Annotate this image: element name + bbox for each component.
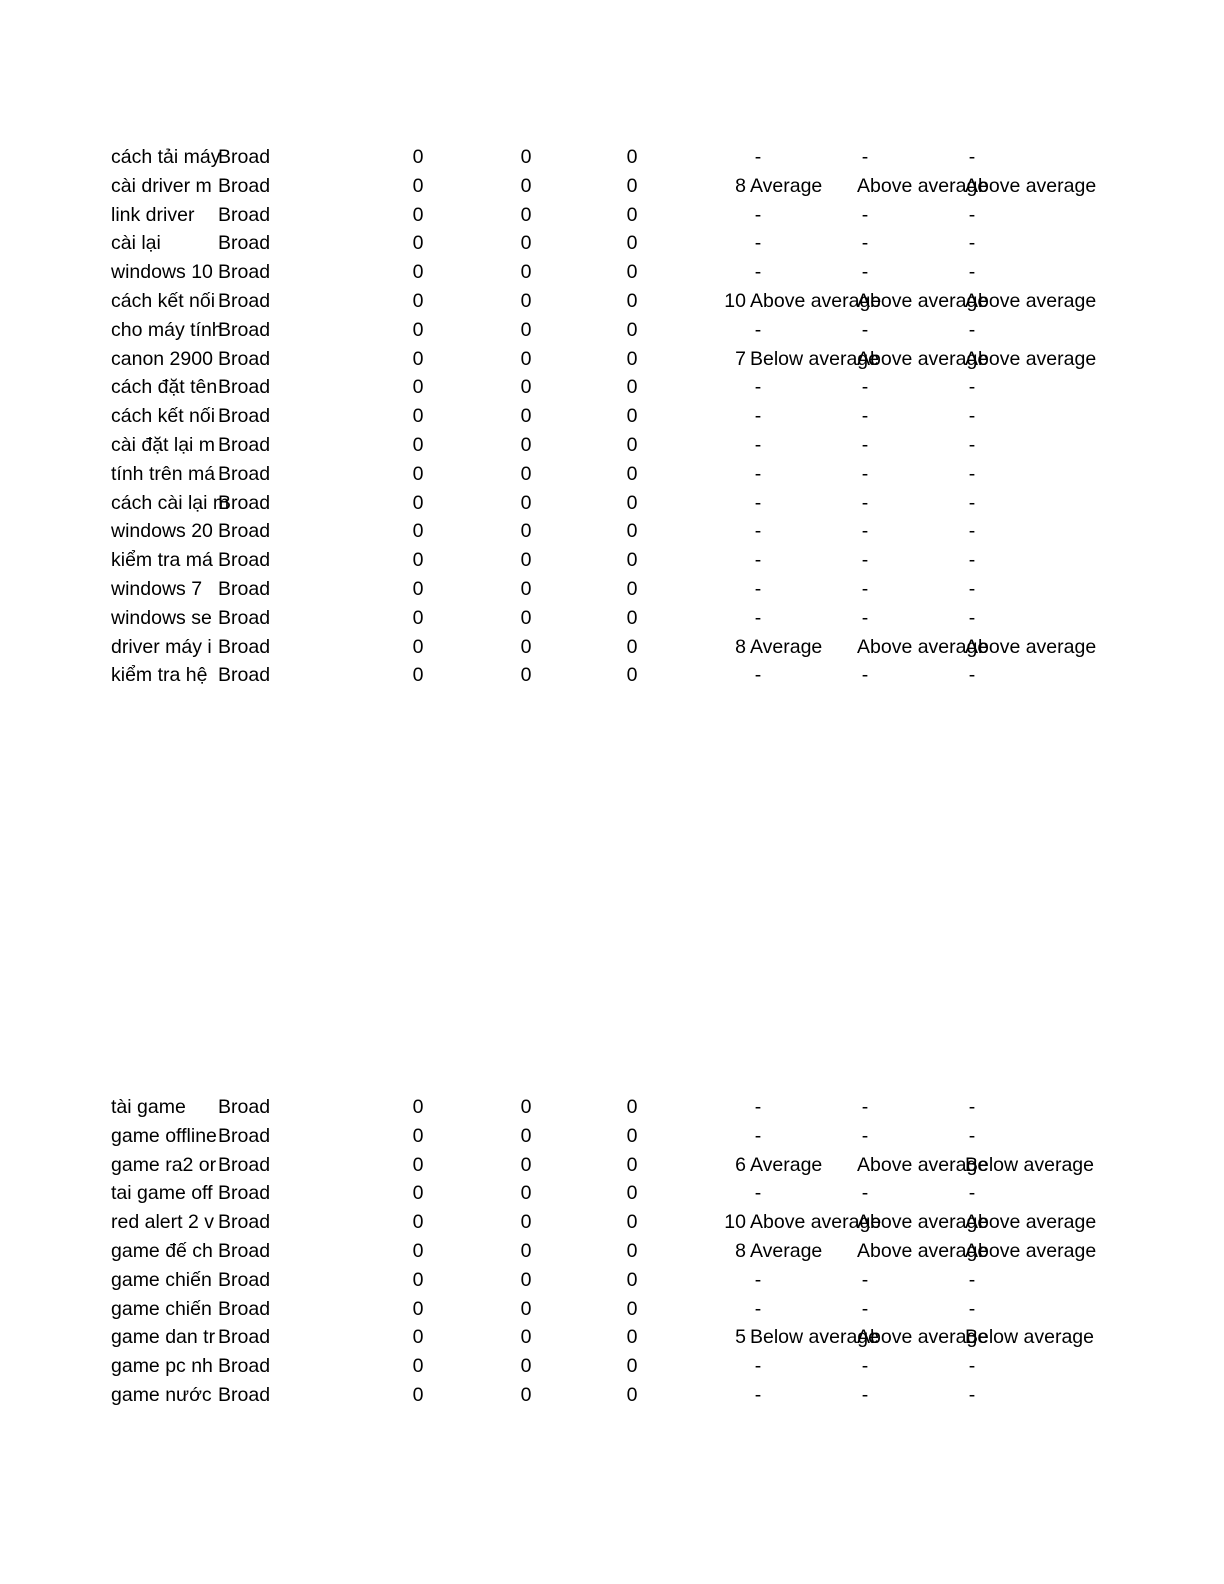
competition-score-cell: 10	[724, 1211, 746, 1234]
value-cell-1: 0	[412, 664, 424, 687]
match-type-cell: Broad	[218, 1239, 271, 1262]
value-cell-1: 0	[412, 376, 424, 399]
value-cell-2: 0	[520, 232, 532, 255]
value-cell-1: 0	[412, 520, 424, 543]
popularity-cell: Above average	[857, 347, 989, 370]
table-row	[0, 575, 1224, 604]
secondary-rating-cell: -	[968, 606, 976, 629]
value-cell-1: 0	[412, 289, 424, 312]
value-cell-3: 0	[626, 174, 638, 197]
secondary-rating-cell: -	[968, 664, 976, 687]
table-row	[0, 604, 1224, 633]
competition-label-cell: -	[754, 261, 762, 284]
competition-label-cell: -	[754, 1383, 762, 1406]
match-type-cell: Broad	[218, 491, 271, 514]
match-type-cell: Broad	[218, 289, 271, 312]
value-cell-1: 0	[412, 462, 424, 485]
keyword-table-section-2	[0, 1093, 1224, 1410]
value-cell-1: 0	[412, 146, 424, 168]
popularity-cell: -	[861, 1124, 869, 1147]
secondary-rating-cell: -	[968, 462, 976, 485]
value-cell-1: 0	[412, 1211, 424, 1234]
match-type-cell: Broad	[218, 1211, 271, 1234]
keyword-table-section-1	[0, 143, 1224, 690]
value-cell-3: 0	[626, 1383, 638, 1406]
value-cell-3: 0	[626, 289, 638, 312]
popularity-cell: -	[861, 577, 869, 600]
value-cell-2: 0	[520, 347, 532, 370]
popularity-cell: -	[861, 606, 869, 629]
match-type-cell: Broad	[218, 577, 271, 600]
popularity-cell: Above average	[857, 289, 989, 312]
keyword-cell: tài game	[111, 1096, 186, 1118]
match-type-cell: Broad	[218, 146, 271, 168]
keyword-cell: tính trên má	[111, 462, 216, 485]
table-row	[0, 345, 1224, 374]
match-type-cell: Broad	[218, 1355, 271, 1378]
secondary-rating-cell: -	[968, 1383, 976, 1406]
keyword-cell: driver máy i	[111, 635, 212, 658]
competition-label-cell: Average	[750, 635, 823, 658]
match-type-cell: Broad	[218, 433, 271, 456]
keyword-cell: cho máy tính	[111, 318, 223, 341]
table-row	[0, 546, 1224, 575]
keyword-cell: cài driver m	[111, 174, 212, 197]
value-cell-3: 0	[626, 491, 638, 514]
secondary-rating-cell: Above average	[965, 635, 1097, 658]
match-type-cell: Broad	[218, 405, 271, 428]
table-row	[0, 633, 1224, 662]
competition-label-cell: Average	[750, 1239, 823, 1262]
secondary-rating-cell: -	[968, 1182, 976, 1205]
keyword-cell: windows se	[111, 606, 212, 629]
secondary-rating-cell: -	[968, 1268, 976, 1291]
value-cell-3: 0	[626, 1153, 638, 1176]
popularity-cell: Above average	[857, 1326, 989, 1349]
value-cell-2: 0	[520, 318, 532, 341]
value-cell-1: 0	[412, 232, 424, 255]
secondary-rating-cell: -	[968, 520, 976, 543]
value-cell-1: 0	[412, 261, 424, 284]
secondary-rating-cell: -	[968, 146, 976, 168]
competition-score-cell: 8	[735, 174, 746, 197]
table-row	[0, 489, 1224, 518]
match-type-cell: Broad	[218, 1268, 271, 1291]
value-cell-2: 0	[520, 289, 532, 312]
value-cell-3: 0	[626, 577, 638, 600]
competition-label-cell: -	[754, 1124, 762, 1147]
value-cell-2: 0	[520, 174, 532, 197]
popularity-cell: -	[861, 203, 869, 226]
keyword-cell: game chiến	[111, 1297, 212, 1320]
value-cell-3: 0	[626, 433, 638, 456]
match-type-cell: Broad	[218, 664, 271, 687]
match-type-cell: Broad	[218, 347, 271, 370]
value-cell-2: 0	[520, 635, 532, 658]
value-cell-1: 0	[412, 174, 424, 197]
secondary-rating-cell: -	[968, 405, 976, 428]
value-cell-1: 0	[412, 1124, 424, 1147]
table-row	[0, 1237, 1224, 1266]
competition-label-cell: Average	[750, 174, 823, 197]
value-cell-3: 0	[626, 405, 638, 428]
secondary-rating-cell: -	[968, 376, 976, 399]
competition-label-cell: -	[754, 664, 762, 687]
value-cell-3: 0	[626, 1182, 638, 1205]
table-row	[0, 1323, 1224, 1352]
competition-label-cell: -	[754, 203, 762, 226]
value-cell-3: 0	[626, 232, 638, 255]
competition-score-cell: 10	[724, 289, 746, 312]
value-cell-1: 0	[412, 606, 424, 629]
match-type-cell: Broad	[218, 1182, 271, 1205]
competition-label-cell: -	[754, 577, 762, 600]
competition-label-cell: -	[754, 462, 762, 485]
secondary-rating-cell: -	[968, 318, 976, 341]
match-type-cell: Broad	[218, 318, 271, 341]
table-row	[0, 460, 1224, 489]
table-row	[0, 373, 1224, 402]
value-cell-2: 0	[520, 1211, 532, 1234]
value-cell-2: 0	[520, 1355, 532, 1378]
value-cell-2: 0	[520, 520, 532, 543]
competition-label-cell: -	[754, 520, 762, 543]
competition-label-cell: -	[754, 1355, 762, 1378]
value-cell-2: 0	[520, 1383, 532, 1406]
competition-score-cell: 8	[735, 635, 746, 658]
value-cell-3: 0	[626, 1297, 638, 1320]
competition-score-cell: 7	[735, 347, 746, 370]
value-cell-3: 0	[626, 1211, 638, 1234]
value-cell-2: 0	[520, 1124, 532, 1147]
competition-label-cell: Below average	[750, 347, 879, 370]
keyword-cell: game ra2 or	[111, 1153, 217, 1176]
value-cell-3: 0	[626, 376, 638, 399]
value-cell-2: 0	[520, 549, 532, 572]
value-cell-3: 0	[626, 520, 638, 543]
keyword-cell: kiểm tra hệ	[111, 664, 208, 687]
value-cell-3: 0	[626, 1096, 638, 1118]
value-cell-3: 0	[626, 318, 638, 341]
table-row	[0, 1093, 1224, 1122]
value-cell-2: 0	[520, 1096, 532, 1118]
secondary-rating-cell: -	[968, 1297, 976, 1320]
value-cell-3: 0	[626, 1124, 638, 1147]
value-cell-3: 0	[626, 347, 638, 370]
secondary-rating-cell: -	[968, 549, 976, 572]
competition-score-cell: 5	[735, 1326, 746, 1349]
keyword-cell: game pc nh	[111, 1355, 213, 1378]
value-cell-1: 0	[412, 491, 424, 514]
match-type-cell: Broad	[218, 635, 271, 658]
keyword-cell: game offline	[111, 1124, 217, 1147]
keyword-cell: link driver	[111, 203, 195, 226]
value-cell-1: 0	[412, 433, 424, 456]
secondary-rating-cell: -	[968, 261, 976, 284]
table-row	[0, 1266, 1224, 1295]
value-cell-3: 0	[626, 1355, 638, 1378]
value-cell-2: 0	[520, 1153, 532, 1176]
table-row	[0, 1352, 1224, 1381]
table-row	[0, 201, 1224, 230]
table-row	[0, 402, 1224, 431]
value-cell-2: 0	[520, 433, 532, 456]
keyword-cell: game đế ch	[111, 1239, 213, 1262]
table-row	[0, 258, 1224, 287]
value-cell-2: 0	[520, 261, 532, 284]
match-type-cell: Broad	[218, 1383, 271, 1406]
competition-label-cell: -	[754, 1182, 762, 1205]
value-cell-1: 0	[412, 1383, 424, 1406]
value-cell-1: 0	[412, 1326, 424, 1349]
value-cell-1: 0	[412, 1153, 424, 1176]
value-cell-1: 0	[412, 1297, 424, 1320]
value-cell-1: 0	[412, 635, 424, 658]
value-cell-2: 0	[520, 1268, 532, 1291]
competition-label-cell: -	[754, 549, 762, 572]
value-cell-2: 0	[520, 664, 532, 687]
table-row	[0, 431, 1224, 460]
popularity-cell: Above average	[857, 1153, 989, 1176]
value-cell-3: 0	[626, 549, 638, 572]
secondary-rating-cell: -	[968, 1096, 976, 1118]
competition-label-cell: Below average	[750, 1326, 879, 1349]
value-cell-2: 0	[520, 146, 532, 168]
competition-label-cell: -	[754, 1268, 762, 1291]
keyword-cell: cách kết nối	[111, 405, 216, 428]
match-type-cell: Broad	[218, 232, 271, 255]
table-row	[0, 1122, 1224, 1151]
match-type-cell: Broad	[218, 1096, 271, 1118]
popularity-cell: -	[861, 549, 869, 572]
table-row	[0, 1179, 1224, 1208]
popularity-cell: -	[861, 664, 869, 687]
value-cell-3: 0	[626, 261, 638, 284]
competition-label-cell: -	[754, 318, 762, 341]
keyword-cell: windows 20	[111, 520, 213, 543]
competition-label-cell: Average	[750, 1153, 823, 1176]
value-cell-1: 0	[412, 405, 424, 428]
keyword-cell: game nước	[111, 1383, 212, 1406]
table-row	[0, 1208, 1224, 1237]
competition-score-cell: 8	[735, 1239, 746, 1262]
value-cell-3: 0	[626, 635, 638, 658]
secondary-rating-cell: Above average	[965, 289, 1097, 312]
keyword-cell: kiểm tra má	[111, 549, 213, 572]
match-type-cell: Broad	[218, 1153, 271, 1176]
match-type-cell: Broad	[218, 174, 271, 197]
value-cell-1: 0	[412, 577, 424, 600]
match-type-cell: Broad	[218, 261, 271, 284]
value-cell-1: 0	[412, 347, 424, 370]
secondary-rating-cell: -	[968, 203, 976, 226]
value-cell-2: 0	[520, 1326, 532, 1349]
popularity-cell: -	[861, 462, 869, 485]
match-type-cell: Broad	[218, 203, 271, 226]
keyword-cell: cài lại	[111, 232, 161, 255]
value-cell-1: 0	[412, 318, 424, 341]
competition-label-cell: -	[754, 376, 762, 399]
secondary-rating-cell: Above average	[965, 347, 1097, 370]
keyword-cell: tai game off	[111, 1182, 213, 1205]
competition-score-cell: 6	[735, 1153, 746, 1176]
popularity-cell: -	[861, 376, 869, 399]
value-cell-1: 0	[412, 1355, 424, 1378]
value-cell-2: 0	[520, 577, 532, 600]
match-type-cell: Broad	[218, 520, 271, 543]
value-cell-3: 0	[626, 462, 638, 485]
popularity-cell: -	[861, 1383, 869, 1406]
popularity-cell: -	[861, 232, 869, 255]
popularity-cell: -	[861, 520, 869, 543]
value-cell-2: 0	[520, 491, 532, 514]
value-cell-2: 0	[520, 1239, 532, 1262]
competition-label-cell: -	[754, 491, 762, 514]
table-row	[0, 316, 1224, 345]
popularity-cell: -	[861, 146, 869, 168]
match-type-cell: Broad	[218, 606, 271, 629]
popularity-cell: -	[861, 433, 869, 456]
popularity-cell: -	[861, 1096, 869, 1118]
keyword-cell: cài đặt lại m	[111, 433, 216, 456]
popularity-cell: -	[861, 1355, 869, 1378]
secondary-rating-cell: Below average	[965, 1326, 1094, 1349]
keyword-cell: red alert 2 v	[111, 1211, 214, 1234]
competition-label-cell: -	[754, 1297, 762, 1320]
popularity-cell: -	[861, 1182, 869, 1205]
table-row	[0, 143, 1224, 172]
table-row	[0, 1381, 1224, 1410]
value-cell-2: 0	[520, 1182, 532, 1205]
table-row	[0, 661, 1224, 690]
table-row	[0, 172, 1224, 201]
secondary-rating-cell: -	[968, 577, 976, 600]
secondary-rating-cell: -	[968, 232, 976, 255]
keyword-cell: cách đặt tên	[111, 376, 218, 399]
popularity-cell: -	[861, 318, 869, 341]
match-type-cell: Broad	[218, 462, 271, 485]
secondary-rating-cell: Below average	[965, 1153, 1094, 1176]
popularity-cell: Above average	[857, 635, 989, 658]
competition-label-cell: -	[754, 146, 762, 168]
popularity-cell: Above average	[857, 1239, 989, 1262]
keyword-cell: canon 2900	[111, 347, 213, 370]
secondary-rating-cell: -	[968, 433, 976, 456]
competition-label-cell: -	[754, 433, 762, 456]
value-cell-3: 0	[626, 146, 638, 168]
secondary-rating-cell: -	[968, 1124, 976, 1147]
secondary-rating-cell: Above average	[965, 1239, 1097, 1262]
keyword-cell: windows 10	[111, 261, 213, 284]
table-row	[0, 517, 1224, 546]
popularity-cell: -	[861, 1297, 869, 1320]
value-cell-3: 0	[626, 203, 638, 226]
value-cell-1: 0	[412, 203, 424, 226]
table-row	[0, 1151, 1224, 1180]
value-cell-2: 0	[520, 376, 532, 399]
keyword-cell: game dan tr	[111, 1326, 216, 1349]
match-type-cell: Broad	[218, 1297, 271, 1320]
value-cell-1: 0	[412, 1268, 424, 1291]
competition-label-cell: -	[754, 606, 762, 629]
value-cell-3: 0	[626, 1268, 638, 1291]
keyword-cell: windows 7	[111, 577, 203, 600]
competition-label-cell: -	[754, 232, 762, 255]
match-type-cell: Broad	[218, 549, 271, 572]
value-cell-3: 0	[626, 606, 638, 629]
value-cell-1: 0	[412, 549, 424, 572]
value-cell-2: 0	[520, 1297, 532, 1320]
secondary-rating-cell: -	[968, 1355, 976, 1378]
value-cell-2: 0	[520, 405, 532, 428]
table-row	[0, 1295, 1224, 1324]
popularity-cell: -	[861, 405, 869, 428]
match-type-cell: Broad	[218, 1124, 271, 1147]
popularity-cell: Above average	[857, 174, 989, 197]
match-type-cell: Broad	[218, 1326, 271, 1349]
value-cell-3: 0	[626, 1326, 638, 1349]
keyword-cell: cách tải máy	[111, 146, 221, 168]
value-cell-2: 0	[520, 203, 532, 226]
value-cell-3: 0	[626, 664, 638, 687]
match-type-cell: Broad	[218, 376, 271, 399]
secondary-rating-cell: Above average	[965, 1211, 1097, 1234]
popularity-cell: Above average	[857, 1211, 989, 1234]
value-cell-2: 0	[520, 462, 532, 485]
popularity-cell: -	[861, 1268, 869, 1291]
value-cell-3: 0	[626, 1239, 638, 1262]
value-cell-1: 0	[412, 1182, 424, 1205]
secondary-rating-cell: -	[968, 491, 976, 514]
competition-label-cell: Above average	[750, 289, 882, 312]
popularity-cell: -	[861, 261, 869, 284]
value-cell-1: 0	[412, 1239, 424, 1262]
competition-label-cell: Above average	[750, 1211, 882, 1234]
competition-label-cell: -	[754, 405, 762, 428]
table-row	[0, 229, 1224, 258]
competition-label-cell: -	[754, 1096, 762, 1118]
popularity-cell: -	[861, 491, 869, 514]
value-cell-2: 0	[520, 606, 532, 629]
table-row	[0, 287, 1224, 316]
value-cell-1: 0	[412, 1096, 424, 1118]
keyword-cell: cách cài lại m	[111, 491, 230, 514]
keyword-cell: cách kết nối	[111, 289, 216, 312]
secondary-rating-cell: Above average	[965, 174, 1097, 197]
keyword-cell: game chiến	[111, 1268, 212, 1291]
